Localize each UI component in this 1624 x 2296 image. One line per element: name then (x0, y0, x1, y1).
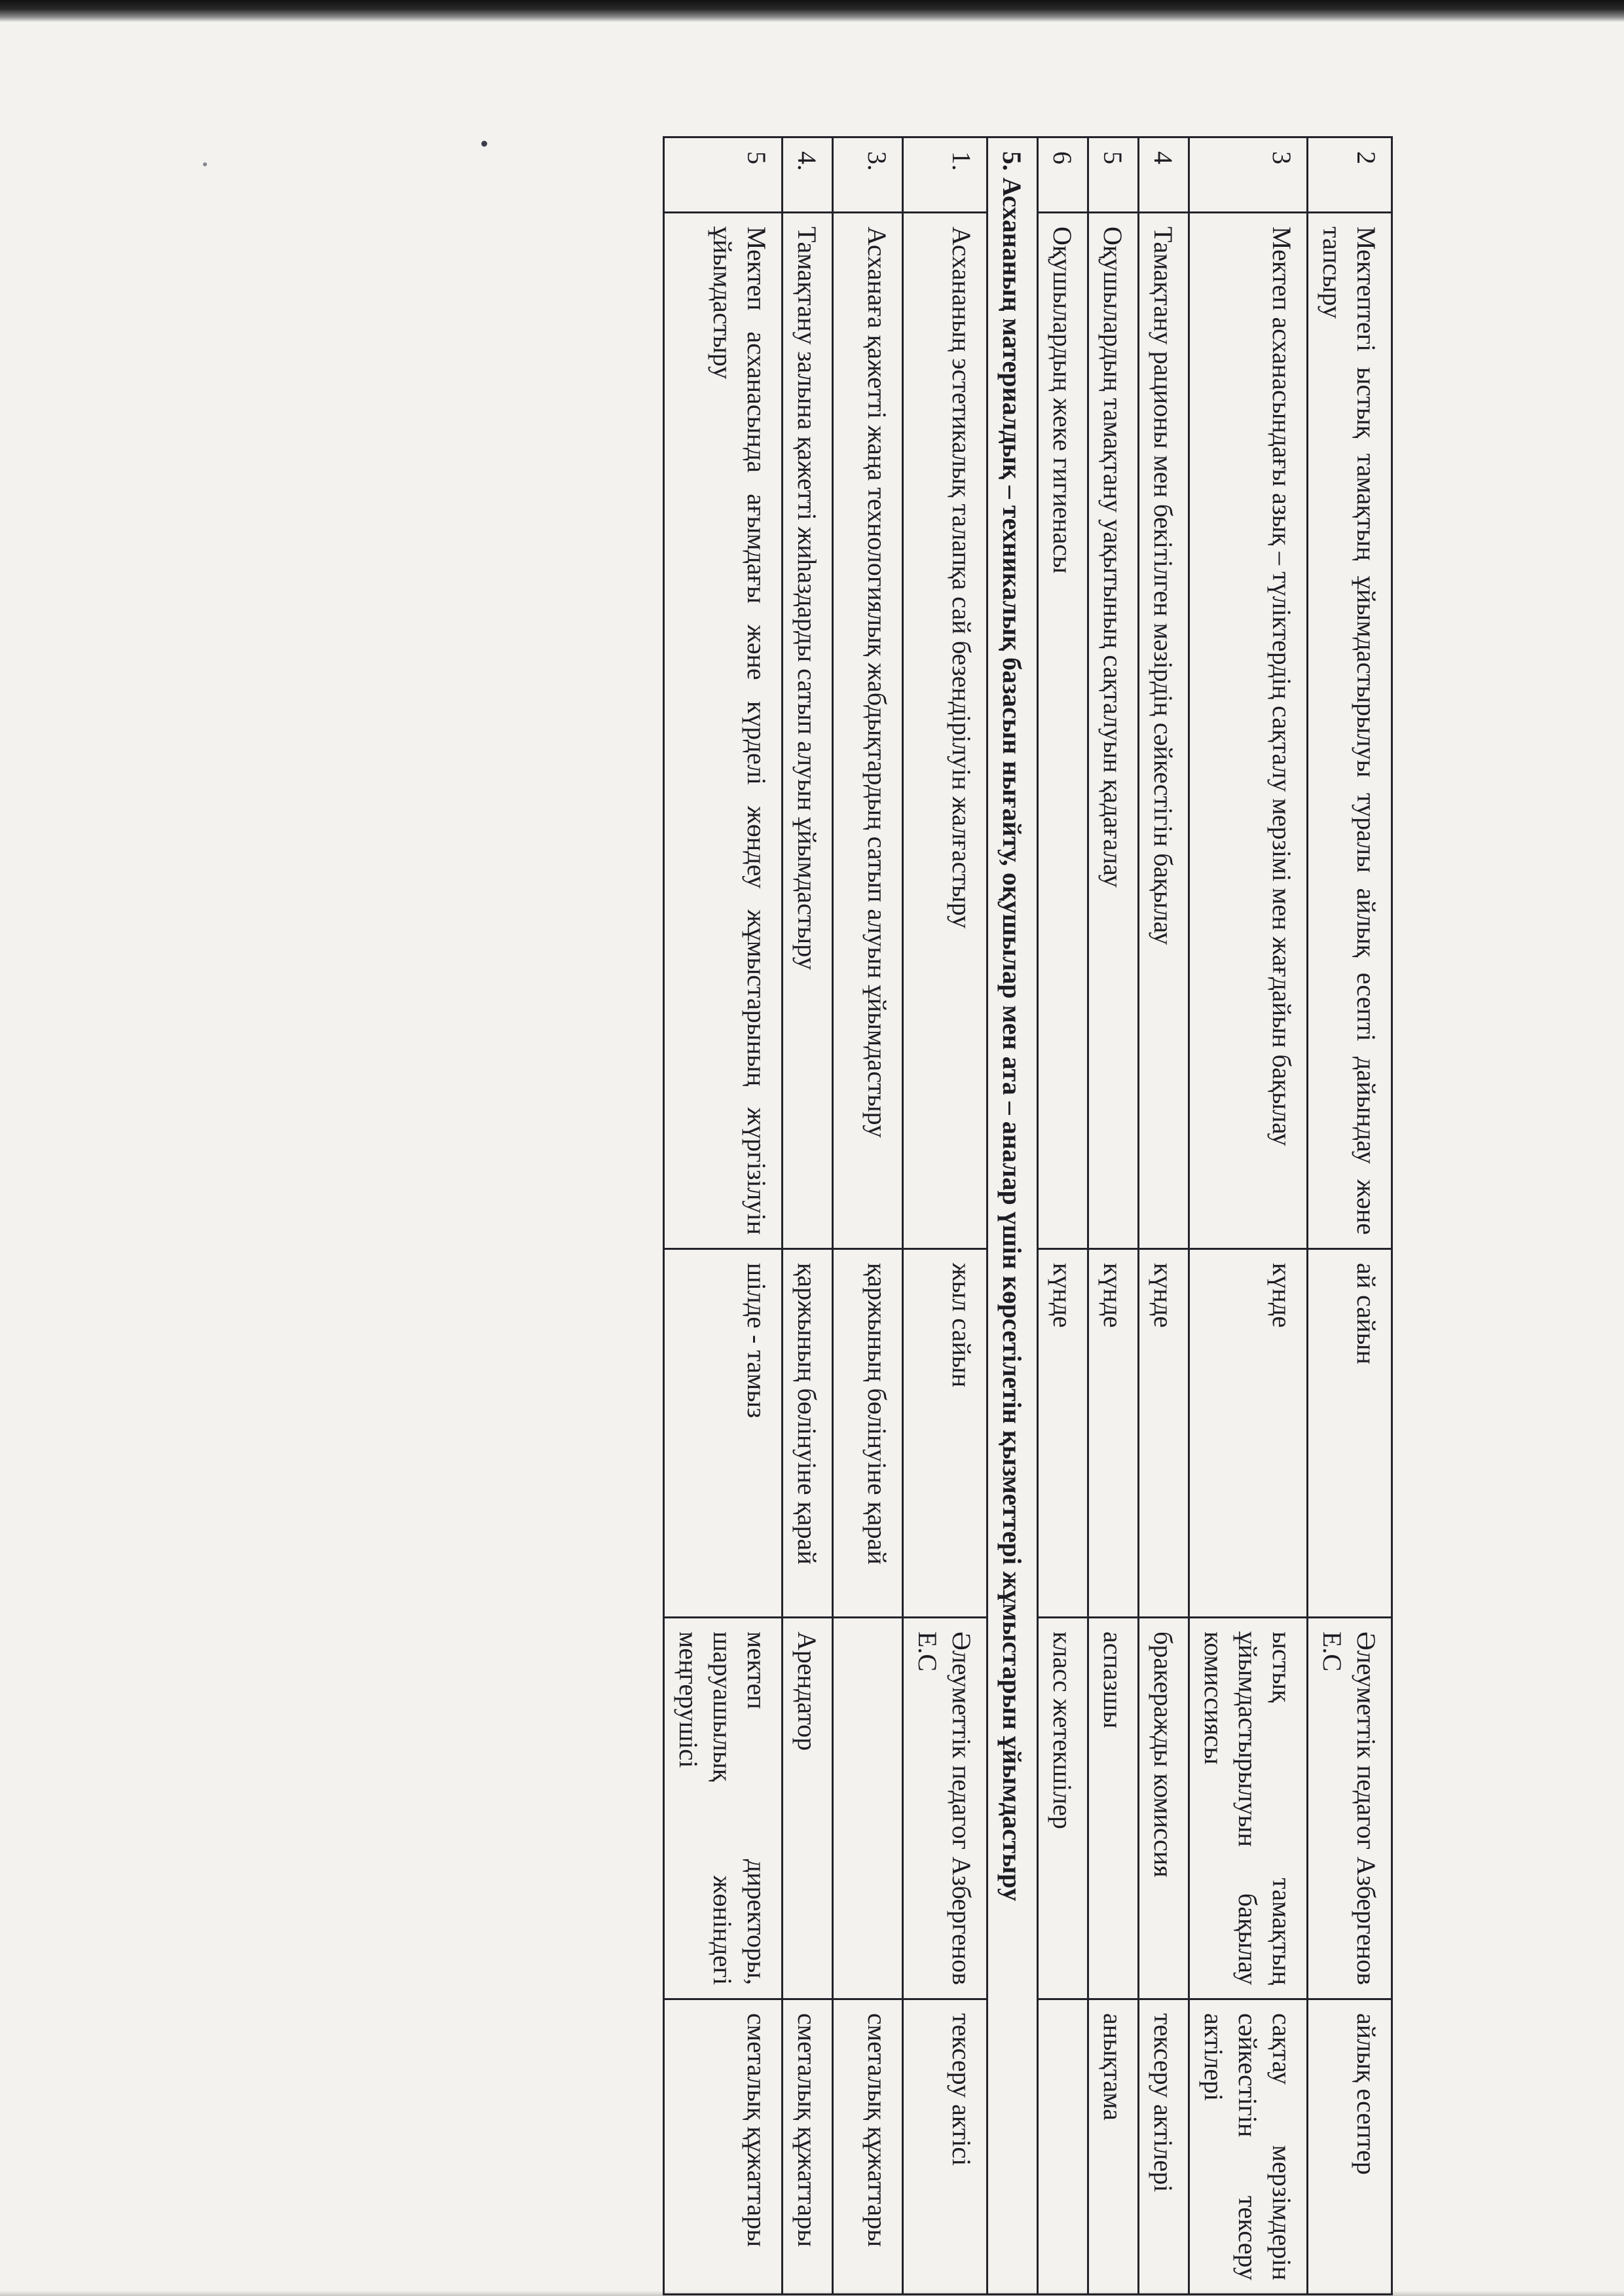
result-cell: сметалық құжаттары (783, 1999, 833, 2295)
timing-cell: жыл сайын (903, 1249, 987, 1618)
timing-cell: қаржының бөлінуіне қарай (783, 1249, 833, 1618)
activity-cell: Мектептегі ыстық тамақтың ұйымдастырылуы туралы айлық есепті дайындау және тапсыру (1308, 213, 1392, 1249)
row-number: 3. (833, 137, 903, 213)
scan-top-edge (0, 0, 1624, 22)
responsible-cell: ыстық тамақтың ұйымдастырылуын бақылау комиссиясы (1189, 1618, 1308, 1999)
result-cell: тексеру актілері (1139, 1999, 1189, 2295)
result-cell: сақтау мерзімдерін сәйкестігін тексеру актілері (1189, 1999, 1308, 2295)
table-row (1038, 137, 1088, 2295)
row-number: 2 (1308, 137, 1392, 213)
activity-cell: Мектеп асханасында ағымдағы және күрделі жөндеу жұмыстарының жүргізілуін ұйымдастыру (664, 213, 783, 1249)
timing-cell: қаржының бөлінуіне қарай (833, 1249, 903, 1618)
rotated-page-content (345, 136, 1393, 2280)
responsible-cell: аспазшы (1088, 1618, 1139, 1999)
table-row (903, 137, 987, 2295)
result-cell (1038, 1999, 1088, 2295)
responsible-cell: Әлеуметтік педагог Азбергенов Е.С (1308, 1618, 1392, 1999)
responsible-cell: класс жетекшілер (1038, 1618, 1088, 1999)
section-heading-row (987, 137, 1038, 2295)
activity-cell: Асхананың эстетикалық талапқа сай безендірілуін жалғастыру (903, 213, 987, 1249)
table-row (1189, 137, 1308, 2295)
activity-cell: Асханаға қажетті жаңа технологиялық жабдықтардың сатып алуын ұйымдастыру (833, 213, 903, 1249)
section-heading: 5. Асхананың материалдық – техникалық базасын нығайту, оқушылар мен ата – аналар үшін көрсетілетін қызметтері жұмыстарын ұйымдастыру (987, 137, 1038, 2295)
timing-cell: ай сайын (1308, 1249, 1392, 1618)
table-row (1088, 137, 1139, 2295)
table-row (1308, 137, 1392, 2295)
result-cell: сметалық құжаттары (833, 1999, 903, 2295)
row-number: 1. (903, 137, 987, 213)
row-number: 5 (664, 137, 783, 213)
timing-cell: күнде (1189, 1249, 1308, 1618)
result-cell: айлық есептер (1308, 1999, 1392, 2295)
table-row (664, 137, 783, 2295)
activity-cell: Тамақтану рационы мен бекітілген мәзірдің сәйкестігін бақылау (1139, 213, 1189, 1249)
result-cell: сметалық құжаттары (664, 1999, 783, 2295)
timing-cell: күнде (1088, 1249, 1139, 1618)
activity-cell: Тамақтану залына қажетті жиһаздарды сатып алуын ұйымдастыру (783, 213, 833, 1249)
table-row (783, 137, 833, 2295)
result-cell: тексеру актісі (903, 1999, 987, 2295)
responsible-cell: мектеп директоры, шаруашылық жөніндегі меңгерушісі (664, 1618, 783, 1999)
timing-cell: күнде (1038, 1249, 1088, 1618)
row-number: 5 (1088, 137, 1139, 213)
responsible-cell: Арендатор (783, 1618, 833, 1999)
row-number: 3 (1189, 137, 1308, 213)
table-row (1139, 137, 1189, 2295)
timing-cell: шілде - тамыз (664, 1249, 783, 1618)
row-number: 4. (783, 137, 833, 213)
plan-table (663, 136, 1393, 2295)
row-number: 6 (1038, 137, 1088, 213)
timing-cell: күнде (1139, 1249, 1189, 1618)
activity-cell: Оқушылардың тамақтану уақытының сақталуын қадағалау (1088, 213, 1139, 1249)
responsible-cell: бракеражды комиссия (1139, 1618, 1189, 1999)
responsible-cell: Әлеуметтік педагог Азбергенов Е.С (903, 1618, 987, 1999)
row-number: 4 (1139, 137, 1189, 213)
scan-speck (203, 162, 207, 166)
result-cell: анықтама (1088, 1999, 1139, 2295)
activity-cell: Оқушылардың жеке гигиенасы (1038, 213, 1088, 1249)
responsible-cell (833, 1618, 903, 1999)
table-row (833, 137, 903, 2295)
activity-cell: Мектеп асханасындағы азық – түліктердің сақталу мерзімі мен жағдайын бақылау (1189, 213, 1308, 1249)
